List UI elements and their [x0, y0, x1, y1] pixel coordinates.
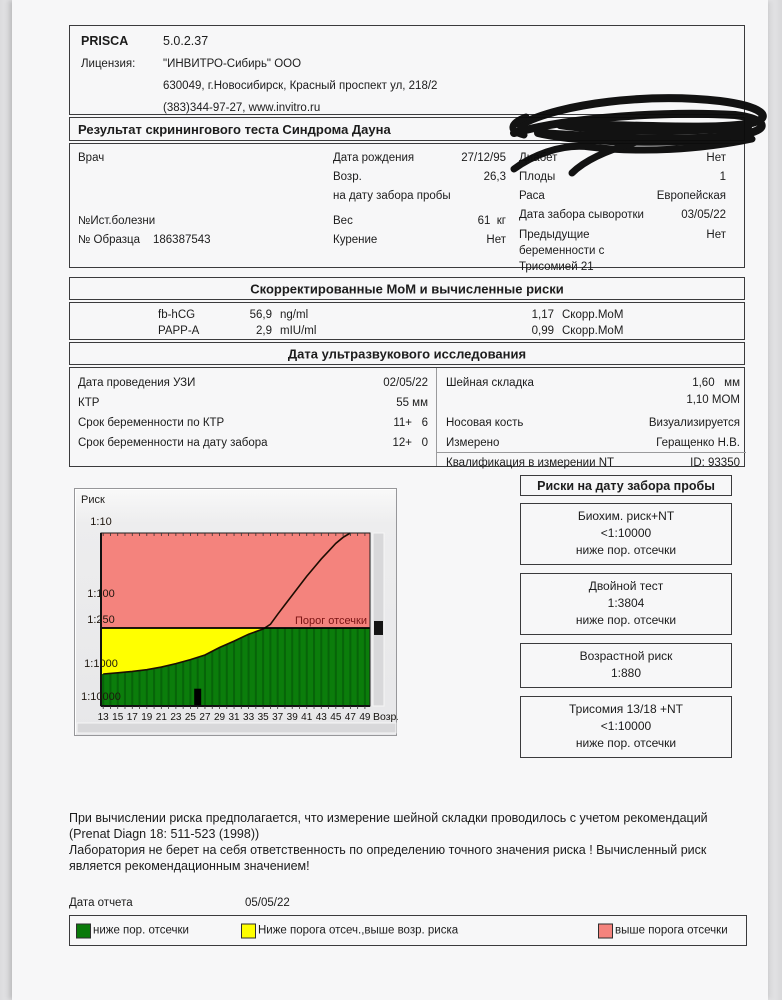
measured-by-label: Измерено: [446, 437, 500, 449]
age-value: 26,3: [483, 171, 506, 183]
risk-chart-panel: [74, 488, 397, 736]
legend-item: [598, 923, 728, 938]
x-axis-tick: 47: [344, 712, 356, 723]
risk-age-chart: [75, 489, 398, 737]
prev-t21-value: Нет: [706, 229, 726, 241]
x-axis-title: Возр.: [373, 711, 398, 723]
risk-result-box: [520, 696, 732, 758]
marker1-mom: 1,17: [531, 309, 554, 321]
chart-title: Риск: [81, 494, 105, 506]
risk-result-line: 1:3804: [607, 596, 645, 610]
serum-date-label: Дата забора сыворотки: [519, 209, 644, 221]
nt-value: 1,60 мм: [692, 377, 740, 389]
report-date-label: Дата отчета: [69, 897, 133, 909]
us-section-title-bar: [69, 342, 745, 365]
legend-label: ниже пор. отсечки: [93, 924, 189, 937]
history-label: №Ист.болезни: [78, 215, 156, 227]
disclaimer-line: (Prenat Diagn 18: 511-523 (1998)): [69, 827, 260, 841]
marker1-unit: ng/ml: [280, 309, 309, 321]
legend-swatch: [598, 923, 613, 938]
prev-t21-label-2: беременности с: [519, 245, 605, 257]
patient-risk-marker: [194, 689, 201, 705]
us-section-title: Дата ультразвукового исследования: [287, 346, 527, 361]
ga-crl-label: Срок беременности по КТР: [78, 417, 225, 429]
disclaimer-text: [69, 810, 741, 874]
fetuses-label: Плоды: [519, 171, 556, 183]
risk-result-line: <1:10000: [600, 719, 652, 733]
risk-result-box: [520, 503, 732, 565]
legend-item: [241, 923, 458, 938]
us-date-value: 02/05/22: [383, 377, 428, 389]
header-box: [69, 25, 745, 115]
us-date-label: Дата проведения УЗИ: [78, 377, 196, 389]
diabetes-label: Диабет: [519, 152, 558, 164]
license-label: Лицензия:: [81, 58, 136, 70]
x-axis-tick: 35: [257, 712, 269, 723]
birthdate-value: 27/12/95: [461, 152, 506, 164]
race-label: Раса: [519, 190, 545, 202]
ga-crl-value: 11+ 6: [393, 417, 428, 429]
risk-result-line: Биохим. риск+NT: [577, 509, 675, 523]
smoking-value: Нет: [486, 234, 506, 246]
report-page: [12, 0, 768, 1000]
x-axis-tick: 43: [315, 712, 327, 723]
diabetes-value: Нет: [706, 152, 726, 164]
legend-swatch: [76, 923, 91, 938]
lab-contact: (383)344-97-27, www.invitro.ru: [163, 102, 321, 114]
crl-label: КТР: [78, 397, 100, 409]
risk-result-box: [520, 573, 732, 635]
x-axis-tick: 15: [112, 712, 124, 723]
risk-results-list: [520, 503, 732, 766]
x-axis-tick: 25: [184, 712, 196, 723]
y-axis-label: 1:1000: [84, 657, 118, 670]
marker1-value: 56,9: [249, 309, 272, 321]
marker2-mom: 0,99: [531, 325, 554, 337]
mom-values-box: [69, 302, 745, 340]
marker2-name: PAPP-A: [158, 325, 200, 337]
x-axis-tick: 23: [170, 712, 182, 723]
report-title-bar: [69, 117, 745, 141]
smoking-label: Курение: [333, 234, 378, 246]
prev-t21-label-3: Трисомией 21: [519, 261, 594, 273]
report-date-value: 05/05/22: [245, 897, 290, 909]
app-version: 5.0.2.37: [163, 34, 209, 48]
risk-result-line: Двойной тест: [588, 579, 664, 593]
age-atdraw-label: на дату забора пробы: [333, 190, 451, 202]
disclaimer-line: является рекомендационным значением!: [69, 859, 310, 873]
measured-by-value: Геращенко Н.В.: [656, 437, 740, 449]
us-nt-divider: [436, 452, 746, 453]
x-axis-tick: 21: [155, 712, 167, 723]
risks-title: Риски на дату забора пробы: [537, 478, 715, 493]
risk-result-line: ниже пор. отсечки: [575, 736, 677, 750]
legend-item: [76, 923, 189, 938]
sample-label: № Образца: [78, 234, 140, 246]
x-axis-tick: 13: [97, 712, 109, 723]
weight-value: 61 кг: [477, 215, 506, 227]
nasal-bone-value: Визуализируется: [648, 417, 740, 429]
x-axis-tick: 49: [359, 712, 371, 723]
y-axis-label: 1:100: [87, 588, 115, 601]
weight-label: Вес: [333, 215, 353, 227]
legend-label: выше порога отсечки: [615, 924, 728, 937]
y-axis-label: 1:250: [87, 613, 115, 626]
ga-draw-label: Срок беременности на дату забора: [78, 437, 268, 449]
crl-value: 55 мм: [396, 397, 428, 409]
marker2-mom-label: Скорр.MoM: [562, 325, 624, 337]
marker2-unit: mIU/ml: [280, 325, 317, 337]
serum-date-value: 03/05/22: [681, 209, 726, 221]
risk-result-box: [520, 643, 732, 688]
x-axis-tick: 17: [126, 712, 138, 723]
chart-legend-box: [69, 915, 747, 946]
mom-section-title-bar: [69, 277, 745, 300]
x-axis-tick: 39: [286, 712, 298, 723]
disclaimer-line: При вычислении риска предполагается, что измерение шейной складки проводилось с учетом рекомендаций: [69, 811, 708, 825]
x-axis-tick: 29: [213, 712, 226, 723]
lab-address: 630049, г.Новосибирск, Красный проспект ул, 218/2: [163, 80, 438, 92]
nt-label: Шейная складка: [446, 377, 534, 389]
license-name: "ИНВИТРО-Сибирь" ООО: [163, 58, 302, 70]
x-axis-tick: 31: [228, 712, 240, 723]
marker2-value: 2,9: [256, 325, 272, 337]
nt-qualification-id: ID: 93350: [690, 457, 740, 469]
x-axis-tick: 19: [141, 712, 153, 723]
legend-swatch: [241, 923, 256, 938]
risks-title-bar: [520, 475, 732, 496]
cutoff-slider-thumb: [374, 621, 383, 635]
cutoff-annotation: Порог отсечки: [294, 614, 367, 627]
nt-mom-value: 1,10 МОМ: [686, 394, 740, 406]
x-axis-tick: 37: [272, 712, 284, 723]
x-axis-tick: 45: [330, 712, 342, 723]
doctor-label: Врач: [78, 152, 105, 164]
x-axis-tick: 41: [301, 712, 313, 723]
risk-result-line: Трисомия 13/18 +NT: [569, 702, 683, 716]
risk-result-line: ниже пор. отсечки: [575, 613, 677, 627]
risk-result-line: <1:10000: [600, 526, 652, 540]
race-value: Европейская: [656, 190, 726, 202]
age-label: Возр.: [333, 171, 362, 183]
risk-result-line: 1:880: [610, 666, 642, 680]
us-data-box: [69, 367, 745, 467]
nasal-bone-label: Носовая кость: [446, 417, 524, 429]
marker1-mom-label: Скорр.MoM: [562, 309, 624, 321]
y-axis-label: 1:10: [90, 516, 112, 529]
y-axis-label: 1:10000: [81, 690, 121, 703]
report-title: Результат скринингового теста Синдрома Дауна: [78, 122, 391, 137]
mom-section-title: Скорректированные МоМ и вычисленные риски: [250, 281, 564, 296]
risk-result-line: ниже пор. отсечки: [575, 543, 677, 557]
x-axis-tick: 33: [243, 712, 255, 723]
ga-draw-value: 12+ 0: [392, 437, 428, 449]
sample-value: 186387543: [153, 234, 211, 246]
legend-label: Ниже порога отсеч.,выше возр. риска: [258, 924, 459, 937]
fetuses-value: 1: [719, 171, 726, 183]
birthdate-label: Дата рождения: [333, 152, 415, 164]
patient-data-box: [69, 143, 745, 273]
prev-t21-label-1: Предыдущие: [519, 229, 590, 241]
risk-result-line: Возрастной риск: [579, 649, 673, 663]
x-axis-tick: 27: [199, 712, 211, 723]
app-name: PRISCA: [81, 34, 129, 48]
nt-qualification-label: Квалификация в измерении NT: [446, 457, 615, 469]
marker1-name: fb-hCG: [158, 309, 196, 321]
disclaimer-line: Лаборатория не берет на себя ответственность по определению точного значения риска ! Вычисленный риск: [69, 843, 707, 857]
